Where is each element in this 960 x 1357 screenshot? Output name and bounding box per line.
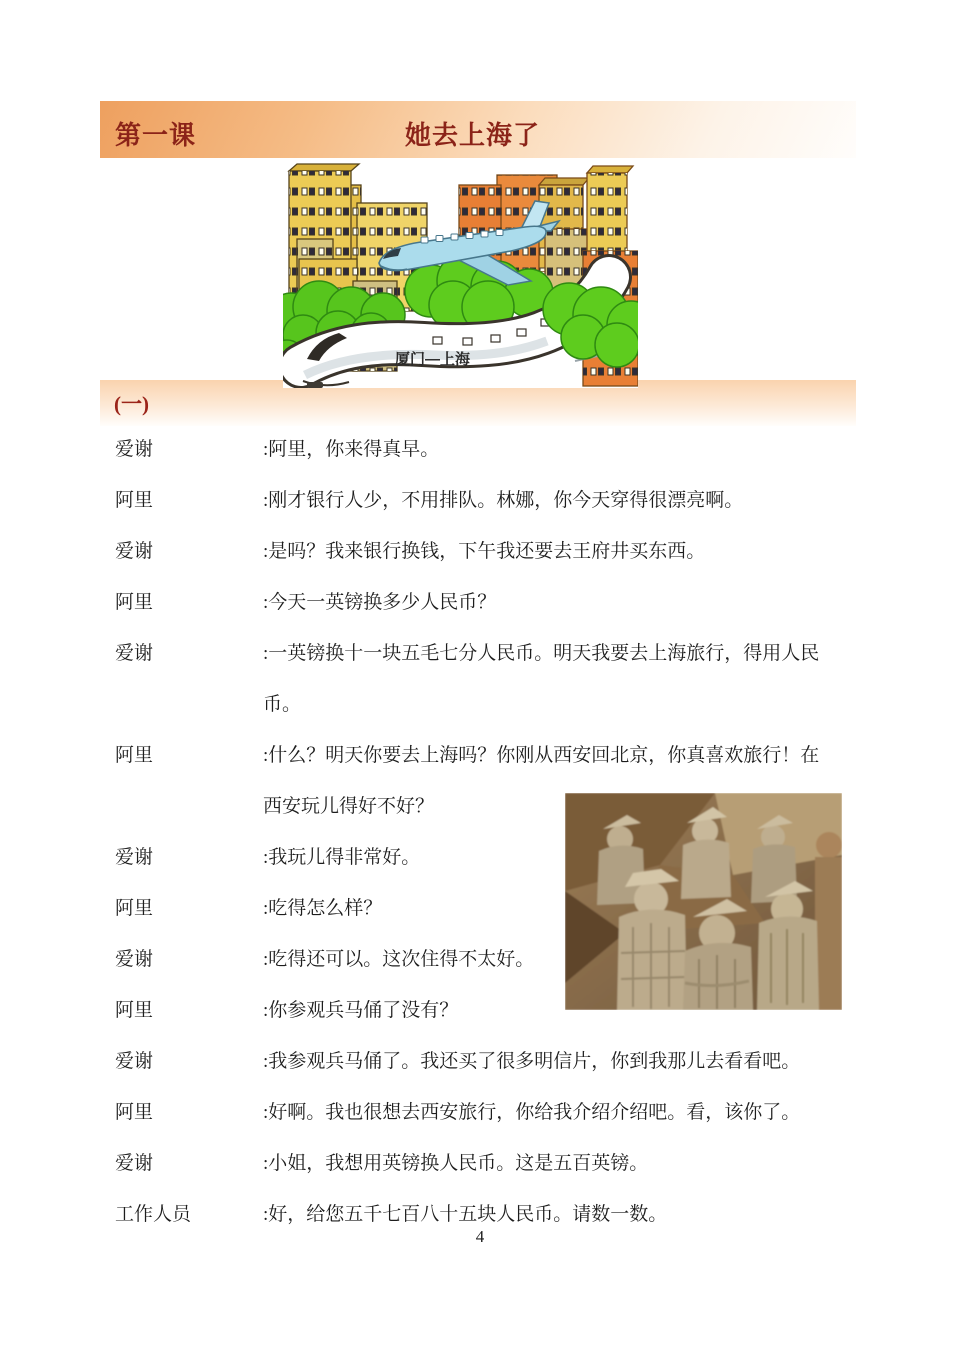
page-title: 她去上海了 [405, 121, 541, 150]
speaker-name: 爱谢 [115, 1153, 154, 1174]
speaker-name: 阿里 [115, 1102, 154, 1123]
dialogue-text: :是吗？我来银行换钱，下午我还要去王府井买东西。 [263, 541, 706, 562]
dialogue-text: :我参观兵马俑了。我还买了很多明信片，你到我那儿去看看吧。 [263, 1051, 801, 1072]
dialogue-text: :吃得还可以。这次住得不太好。 [263, 949, 535, 970]
speaker-name: 阿里 [115, 898, 154, 919]
speaker-name: 爱谢 [115, 439, 154, 460]
dialogue-row [115, 475, 855, 526]
speaker-name: 爱谢 [115, 643, 154, 664]
terracotta-warriors-photo [565, 793, 842, 1010]
dialogue-text: :好啊。我也很想去西安旅行，你给我介绍介绍吧。看，该你了。 [263, 1102, 801, 1123]
lesson-number: 第一课 [115, 121, 197, 150]
city-plane-train-illustration [283, 163, 638, 388]
speaker-name: 爱谢 [115, 541, 154, 562]
dialogue-text: :你参观兵马俑了没有？ [263, 1000, 459, 1021]
dialogue-text: :今天一英镑换多少人民币？ [263, 592, 497, 613]
dialogue-text: :什么？明天你要去上海吗？你刚从西安回北京，你真喜欢旅行！在西安玩儿得好不好？ [263, 745, 820, 817]
speaker-name: 爱谢 [115, 949, 154, 970]
dialogue-text: :刚才银行人少，不用排队。林娜，你今天穿得很漂亮啊。 [263, 490, 744, 511]
dialogue-row [115, 628, 855, 730]
dialogue-text: :一英镑换十一块五毛七分人民币。明天我要去上海旅行，得用人民币。 [263, 643, 820, 715]
speaker-name: 爱谢 [115, 1051, 154, 1072]
dialogue-row [115, 526, 855, 577]
speaker-name: 爱谢 [115, 847, 154, 868]
dialogue-row [115, 1087, 855, 1138]
dialogue-row [115, 577, 855, 628]
page-number: 4 [475, 1227, 485, 1246]
speaker-name: 阿里 [115, 745, 154, 766]
dialogue-row [115, 1138, 855, 1189]
dialogue-text: :阿里，你来得真早。 [263, 439, 440, 460]
lesson-header-bar [100, 101, 856, 158]
train-route-label: 厦门—上海 [395, 351, 471, 368]
speaker-name: 阿里 [115, 1000, 154, 1021]
speaker-name: 工作人员 [115, 1204, 192, 1225]
speaker-name: 阿里 [115, 490, 154, 511]
section-label: (一) [114, 392, 149, 416]
dialogue-text: :我玩儿得非常好。 [263, 847, 421, 868]
dialogue-row [115, 424, 855, 475]
dialogue-row [115, 1036, 855, 1087]
dialogue-text: :吃得怎么样？ [263, 898, 383, 919]
dialogue-text: :小姐，我想用英镑换人民币。这是五百英镑。 [263, 1153, 649, 1174]
dialogue-text: :好，给您五千七百八十五块人民币。请数一数。 [263, 1204, 668, 1225]
speaker-name: 阿里 [115, 592, 154, 613]
